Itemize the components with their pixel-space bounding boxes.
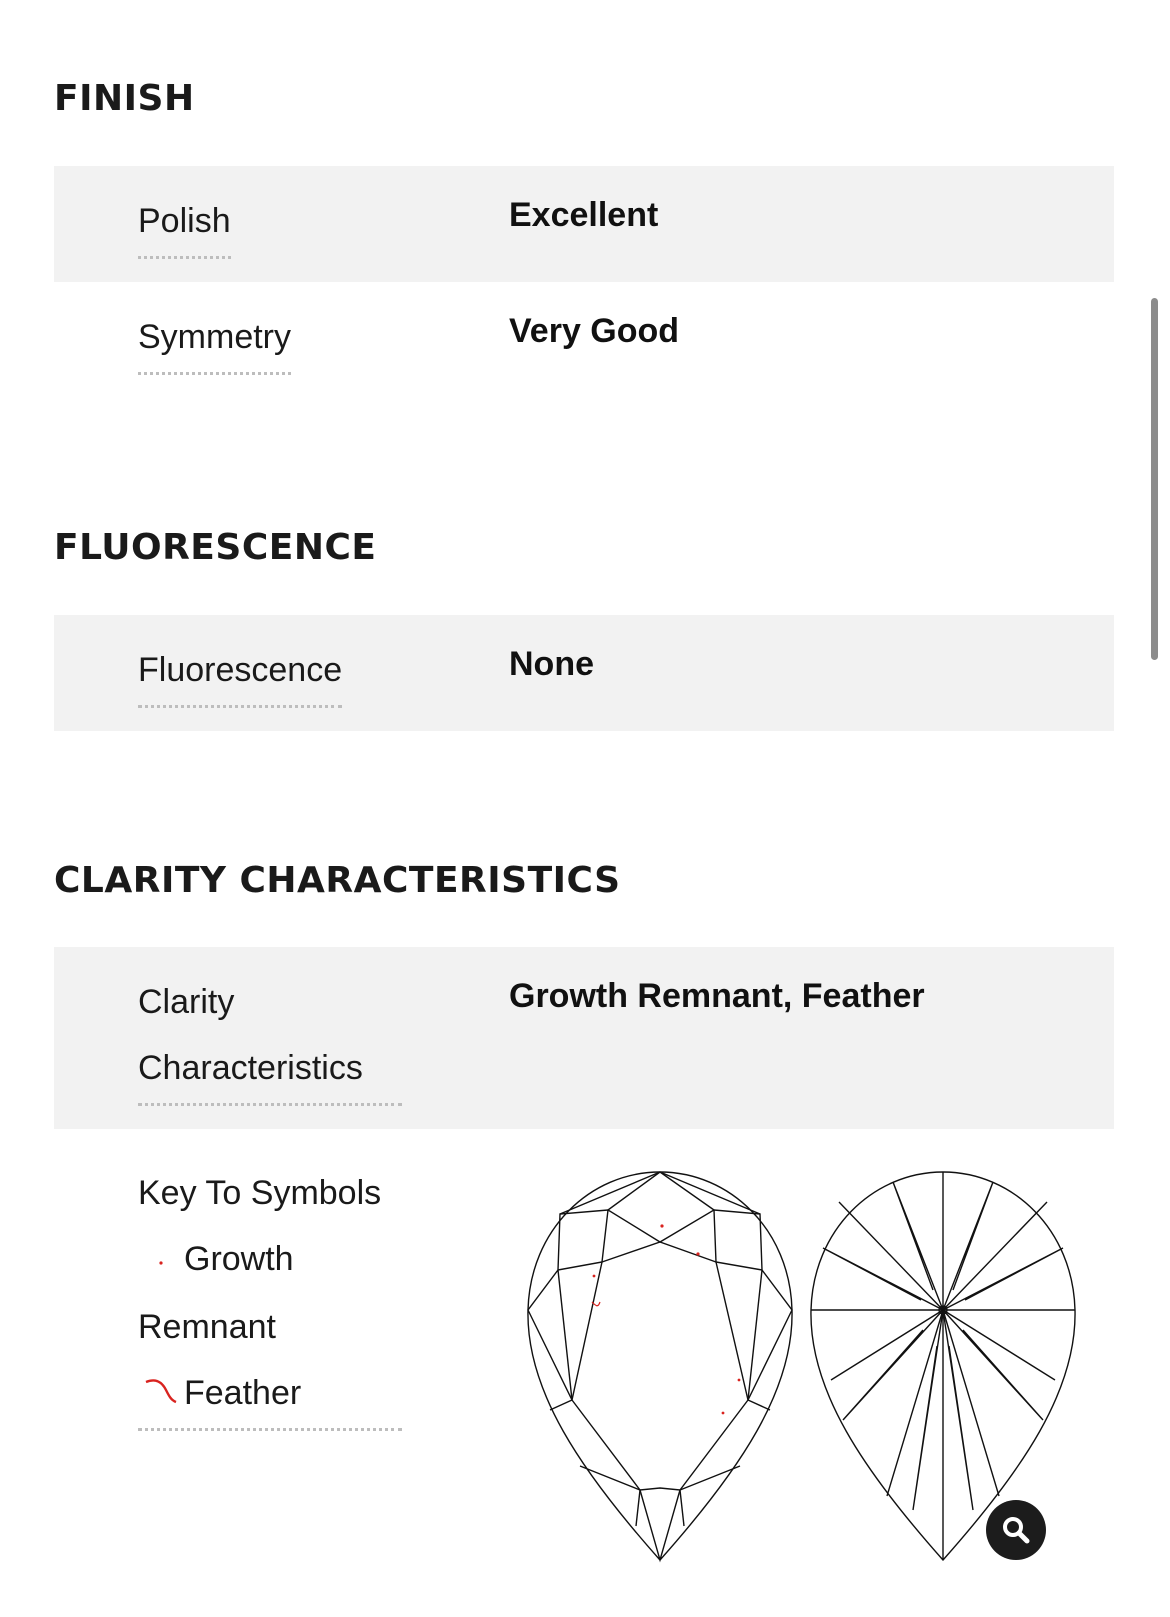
symmetry-value: Very Good xyxy=(509,312,680,350)
feather-symbol-icon xyxy=(138,1362,184,1428)
key-item1-text-a: Growth xyxy=(184,1240,294,1278)
section-title-finish: FINISH xyxy=(54,78,195,119)
clarity-row xyxy=(54,947,1114,1129)
crown-view xyxy=(528,1172,792,1560)
polish-value: Excellent xyxy=(509,196,659,234)
finish-row-polish xyxy=(54,166,1114,282)
key-item2-text: Feather xyxy=(184,1374,302,1413)
key-to-symbols[interactable] xyxy=(138,1160,402,1431)
clarity-value: Growth Remnant, Feather xyxy=(509,977,925,1015)
fluorescence-label[interactable]: Fluorescence xyxy=(138,637,342,708)
zoom-button[interactable] xyxy=(986,1500,1046,1560)
magnifier-icon xyxy=(999,1513,1033,1547)
clarity-characteristics-label[interactable] xyxy=(138,969,402,1106)
key-title: Key To Symbols xyxy=(138,1174,382,1212)
scrollbar[interactable] xyxy=(1151,298,1158,660)
key-item-growth-remnant xyxy=(138,1226,402,1294)
clarity-label-line1: Clarity xyxy=(138,983,235,1021)
symmetry-label[interactable]: Symmetry xyxy=(138,304,291,375)
finish-row-symmetry xyxy=(54,282,1114,398)
section-title-clarity: CLARITY CHARACTERISTICS xyxy=(54,860,621,901)
fluorescence-value: None xyxy=(509,645,594,683)
fluorescence-row xyxy=(54,615,1114,731)
clarity-label-line2: Characteristics xyxy=(138,1049,363,1087)
key-item-feather xyxy=(138,1360,402,1428)
dot-symbol-icon xyxy=(138,1228,184,1294)
pavilion-view xyxy=(811,1172,1075,1560)
section-title-fluorescence: FLUORESCENCE xyxy=(54,527,377,568)
polish-label[interactable]: Polish xyxy=(138,188,231,259)
inclusion-marks xyxy=(592,1224,740,1414)
key-item1-text-b: Remnant xyxy=(138,1308,276,1347)
